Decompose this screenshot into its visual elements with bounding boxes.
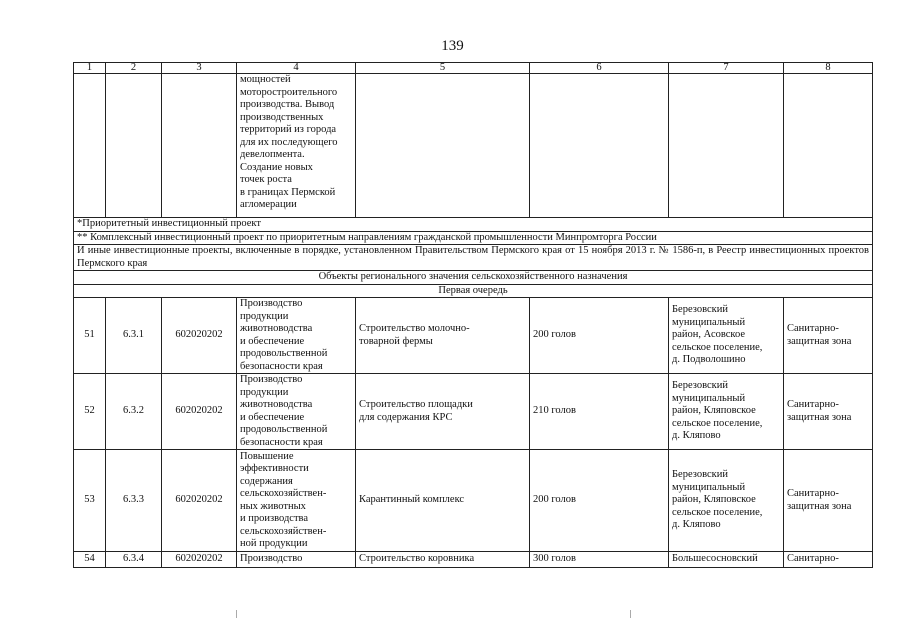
row-location: Большесосновский [669, 552, 784, 568]
column-number: 2 [106, 63, 162, 74]
row-zone: Санитарно- [784, 552, 873, 568]
row-id: 602020202 [162, 298, 237, 374]
row-purpose: Производство продукции животноводства и обеспечение продовольственной безопасности края [237, 298, 356, 374]
footnote-row [74, 231, 873, 245]
row-zone: Санитарно- защитная зона [784, 374, 873, 450]
row-location: Березовский муниципальный район, Асовское сельское поселение, д. Подволошино [669, 298, 784, 374]
subsection-title: Первая очередь [74, 284, 873, 298]
row-id: 602020202 [162, 374, 237, 450]
section-row [74, 271, 873, 285]
footnote-other-projects: И иные инвестиционные проекты, включенные в порядке, установленном Правительством Пермского края от 15 ноября 2013 г. № 1586-п, в Реестр инвестиционных проектов Пермского края [74, 245, 873, 271]
row-number: 51 [74, 298, 106, 374]
row-number: 54 [74, 552, 106, 568]
row-location: Березовский муниципальный район, Кляповское сельское поселение, д. Кляпово [669, 374, 784, 450]
table-row [74, 298, 873, 374]
footnote-row [74, 218, 873, 232]
row-purpose: Повышение эффективности содержания сельскохозяйствен- ных животных и производства сельскохозяйствен- ной продукции [237, 450, 356, 552]
subsection-row [74, 284, 873, 298]
row-purpose: Производство продукции животноводства и обеспечение продовольственной безопасности края [237, 374, 356, 450]
continuation-purpose: мощностей моторостроительного производства. Вывод производственных территорий из города для их последующего девелопмента. Создание новых точек роста в границах Пермской агломерации [237, 74, 356, 218]
column-number: 6 [530, 63, 669, 74]
footnote-row [74, 245, 873, 271]
row-object: Строительство коровника [356, 552, 530, 568]
row-capacity: 200 голов [530, 298, 669, 374]
column-number: 8 [784, 63, 873, 74]
column-number: 3 [162, 63, 237, 74]
column-number: 4 [237, 63, 356, 74]
row-code: 6.3.1 [106, 298, 162, 374]
row-location: Березовский муниципальный район, Кляповское сельское поселение, д. Кляпово [669, 450, 784, 552]
row-zone: Санитарно- защитная зона [784, 450, 873, 552]
column-number: 7 [669, 63, 784, 74]
section-title: Объекты регионального значения сельскохозяйственного назначения [74, 271, 873, 285]
row-object: Карантинный комплекс [356, 450, 530, 552]
row-number: 53 [74, 450, 106, 552]
row-code: 6.3.4 [106, 552, 162, 568]
table-row [74, 552, 873, 568]
scan-mark [236, 610, 237, 618]
row-zone: Санитарно- защитная зона [784, 298, 873, 374]
row-number: 52 [74, 374, 106, 450]
footnote-priority: *Приоритетный инвестиционный проект [74, 218, 873, 232]
row-capacity: 200 голов [530, 450, 669, 552]
table-row [74, 450, 873, 552]
column-number-row [74, 63, 873, 74]
footnote-complex: ** Комплексный инвестиционный проект по приоритетным направлениям гражданской промышленности Минпромторга России [74, 231, 873, 245]
row-id: 602020202 [162, 552, 237, 568]
column-number: 5 [356, 63, 530, 74]
row-object: Строительство молочно- товарной фермы [356, 298, 530, 374]
table-row [74, 374, 873, 450]
page-number: 139 [441, 38, 464, 54]
column-number: 1 [74, 63, 106, 74]
row-purpose: Производство [237, 552, 356, 568]
row-code: 6.3.3 [106, 450, 162, 552]
row-id: 602020202 [162, 450, 237, 552]
row-capacity: 300 голов [530, 552, 669, 568]
row-code: 6.3.2 [106, 374, 162, 450]
row-object: Строительство площадки для содержания КРС [356, 374, 530, 450]
scan-mark [630, 610, 631, 618]
document-table [73, 62, 873, 568]
row-capacity: 210 голов [530, 374, 669, 450]
continuation-row [74, 74, 873, 218]
